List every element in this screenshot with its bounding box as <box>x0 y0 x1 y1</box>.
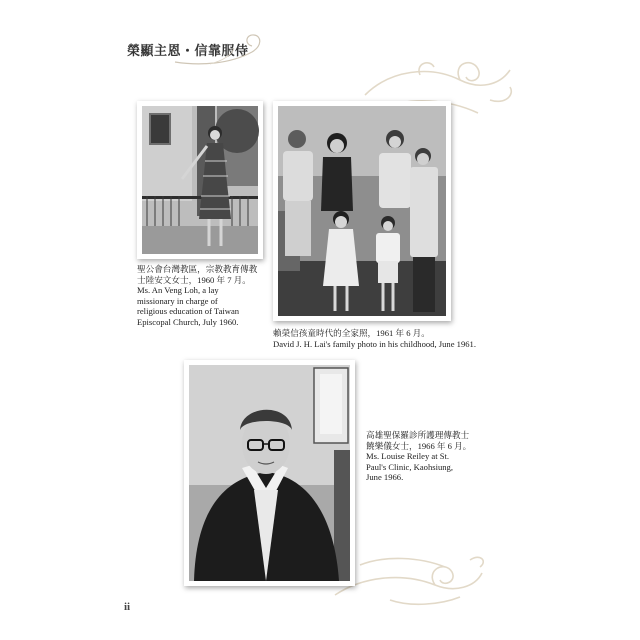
page-number: ii <box>124 601 131 613</box>
photo-louise-reiley <box>184 360 355 586</box>
header-flourish-ornament <box>170 30 270 70</box>
photo-lai-family <box>273 101 451 321</box>
caption-line: Paul's Clinic, Kaohsiung, <box>366 461 454 472</box>
caption-louise-reiley <box>366 430 506 483</box>
caption-line: missionary in charge of <box>137 295 218 306</box>
photo-an-veng-loh <box>137 101 263 259</box>
caption-an-veng-loh <box>137 264 272 328</box>
caption-line: 聖公會台灣教區，宗教教育傳教 <box>137 264 258 274</box>
caption-line: religious education of Taiwan <box>137 306 240 317</box>
caption-line: Ms. Louise Reiley at St. <box>366 451 450 462</box>
caption-line: 饒樂儀女士，1966 年 6 月。 <box>366 440 472 451</box>
caption-line: 高雄聖保羅診所護理傳教士 <box>366 430 470 440</box>
caption-line: 賴榮信孩童時代的全家照，1961 年 6 月。 <box>273 328 430 338</box>
running-header-title: 榮顯主恩・信靠服侍 <box>127 44 249 59</box>
caption-lai-family <box>273 328 533 349</box>
caption-line: June 1966. <box>366 472 404 483</box>
caption-line: Ms. An Veng Loh, a lay <box>137 285 219 296</box>
caption-line: 士陸安文女士，1960 年 7 月。 <box>137 274 251 285</box>
caption-line: Episcopal Church, July 1960. <box>137 316 239 327</box>
caption-line: David J. H. Lai's family photo in his childhood, June 1961. <box>273 338 477 349</box>
